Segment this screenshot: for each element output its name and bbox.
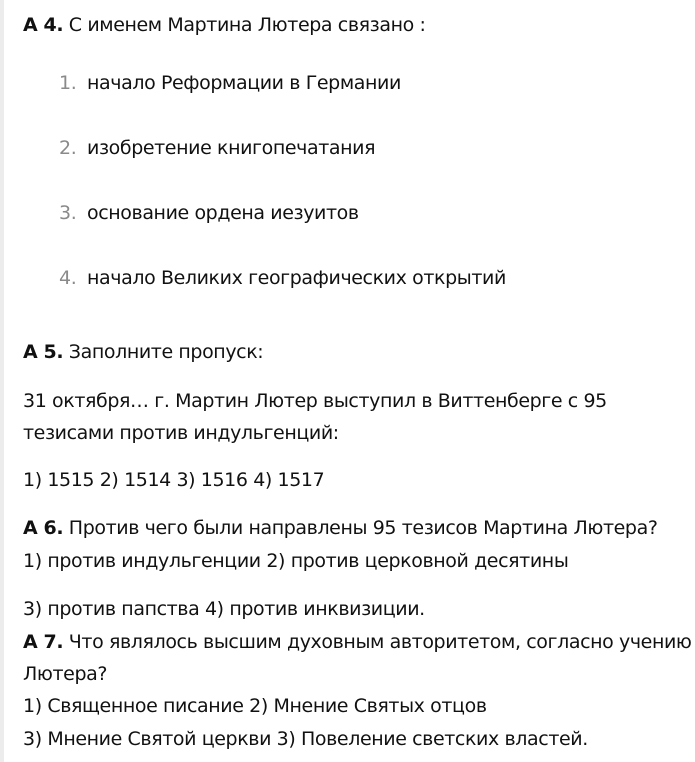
option-number: 2. — [59, 137, 77, 159]
option-text: начало Реформации в Германии — [87, 72, 401, 94]
question-a4-text: С именем Мартина Лютера связано : — [63, 14, 426, 36]
question-a7-answers-line-1: 1) Священное писание 2) Мнение Святых отцов — [23, 695, 487, 717]
option-text: изобретение книгопечатания — [87, 137, 376, 159]
question-a4-label: А 4. — [23, 14, 64, 36]
question-a5-text: Заполните пропуск: — [63, 341, 264, 363]
question-a7 — [23, 627, 692, 658]
question-a5-label: А 5. — [23, 341, 64, 363]
option-text: начало Великих географических открытий — [87, 267, 506, 289]
option-number: 3. — [59, 202, 77, 224]
question-a4 — [23, 10, 425, 41]
question-a7-text-line-2: Лютера? — [23, 663, 108, 685]
question-a6-answers-line-2: 3) против папства 4) против инквизиции. — [23, 598, 425, 620]
question-a5-statement-line-2: тезисами против индульгенций: — [23, 422, 339, 444]
question-a6-label: А 6. — [23, 517, 64, 539]
option-number: 4. — [59, 267, 77, 289]
question-a7-answers-line-2: 3) Мнение Святой церкви 3) Повеление светских властей. — [23, 728, 588, 750]
question-a7-label: А 7. — [23, 631, 64, 653]
question-a4-option-4 — [59, 263, 506, 294]
question-a4-option-3 — [59, 198, 359, 229]
option-number: 1. — [59, 72, 77, 94]
question-a4-option-2 — [59, 133, 375, 164]
question-a6 — [23, 513, 658, 544]
question-a7-text: Что являлось высшим духовным авторитетом, согласно учению — [63, 631, 692, 653]
option-text: основание ордена иезуитов — [87, 202, 359, 224]
question-a5-statement-line-1: 31 октября… г. Мартин Лютер выступил в Виттенберге с 95 — [23, 390, 607, 412]
question-a6-text: Против чего были направлены 95 тезисов Мартина Лютера? — [63, 517, 658, 539]
question-a4-option-1 — [59, 68, 401, 99]
question-a5-answers: 1) 1515 2) 1514 3) 1516 4) 1517 — [23, 469, 325, 491]
question-a5 — [23, 337, 263, 368]
left-border — [0, 0, 4, 762]
question-a6-answers-line-1: 1) против индульгенции 2) против церковной десятины — [23, 550, 569, 572]
